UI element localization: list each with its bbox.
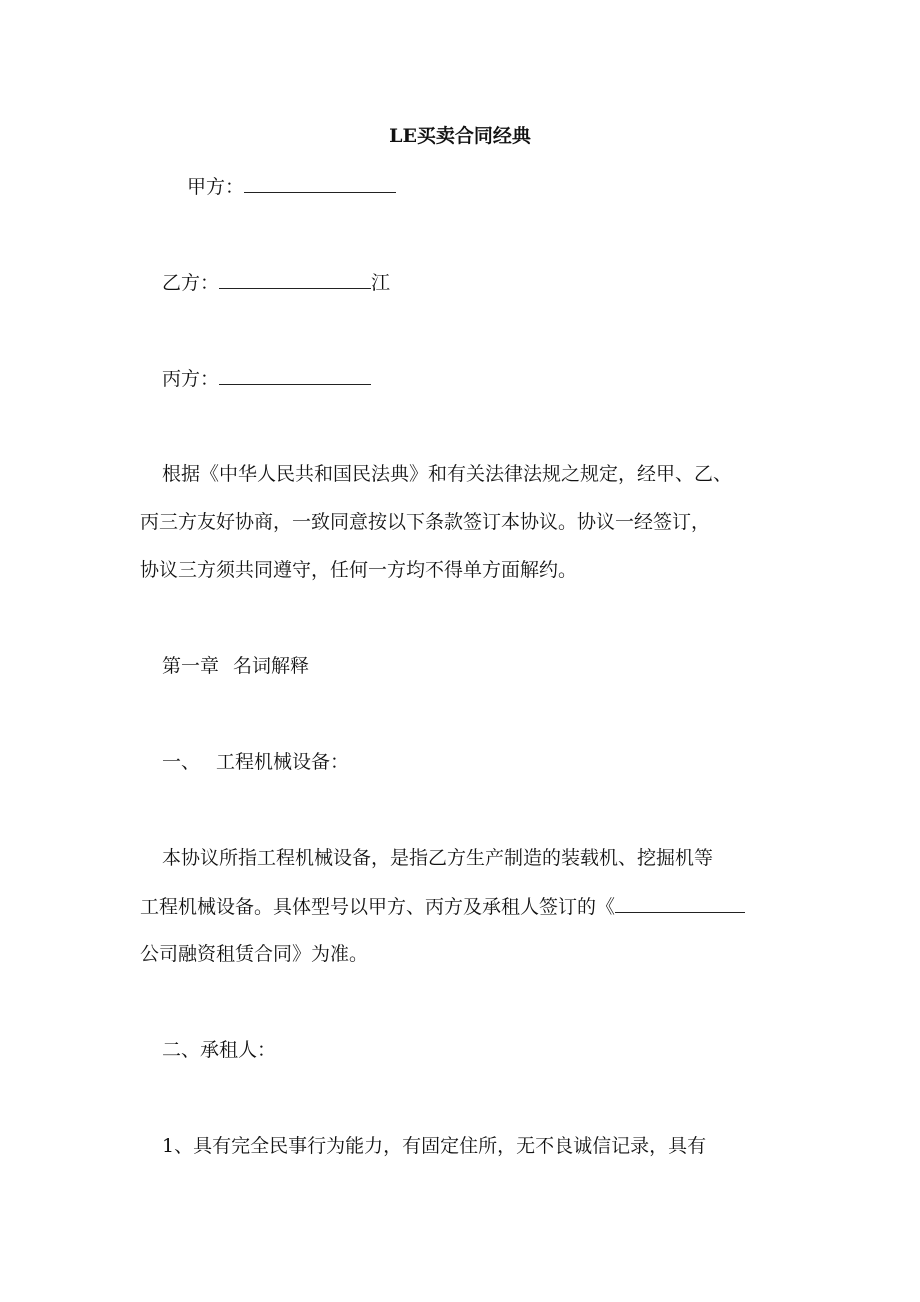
chapter-number: 第一章 xyxy=(162,655,220,677)
section-1-body-line-1: 本协议所指工程机械设备，是指乙方生产制造的装载机、挖掘机等 xyxy=(162,847,714,869)
party-b-line xyxy=(162,270,390,295)
document-title: LE买卖合同经典 xyxy=(389,125,531,147)
party-c-label: 丙方： xyxy=(162,368,220,390)
section-1-body-line-2-text: 工程机械设备。具体型号以甲方、丙方及承租人签订的《 xyxy=(140,896,616,918)
section-1-number: 一、 xyxy=(162,751,201,773)
section-1-heading xyxy=(162,750,349,774)
party-c-blank xyxy=(219,366,371,385)
section-1-title: 工程机械设备： xyxy=(216,751,350,773)
party-c-line xyxy=(162,366,371,391)
party-b-label: 乙方： xyxy=(162,272,220,294)
contract-name-blank xyxy=(615,894,745,913)
item-1-line: 1、具有完全民事行为能力，有固定住所，无不良诚信记录，具有 xyxy=(162,1135,707,1157)
chapter-heading xyxy=(162,654,309,678)
chapter-title: 名词解释 xyxy=(233,655,310,677)
preamble-line-3: 协议三方须共同遵守，任何一方均不得单方面解约。 xyxy=(140,559,578,581)
section-1-body-line-3: 公司融资租赁合同》为准。 xyxy=(140,943,369,965)
section-2-heading: 二、承租人： xyxy=(162,1039,277,1061)
party-a-blank xyxy=(244,174,396,193)
section-1-body-line-2 xyxy=(140,894,745,919)
preamble-line-2: 丙三方友好协商，一致同意按以下条款签订本协议。协议一经签订， xyxy=(140,511,711,533)
party-b-suffix: 江 xyxy=(371,272,391,294)
party-a-label: 甲方： xyxy=(187,176,245,198)
preamble-line-1: 根据《中华人民共和国民法典》和有关法律法规之规定，经甲、乙、 xyxy=(162,463,733,485)
party-a-line xyxy=(187,174,396,199)
party-b-blank xyxy=(219,270,371,289)
